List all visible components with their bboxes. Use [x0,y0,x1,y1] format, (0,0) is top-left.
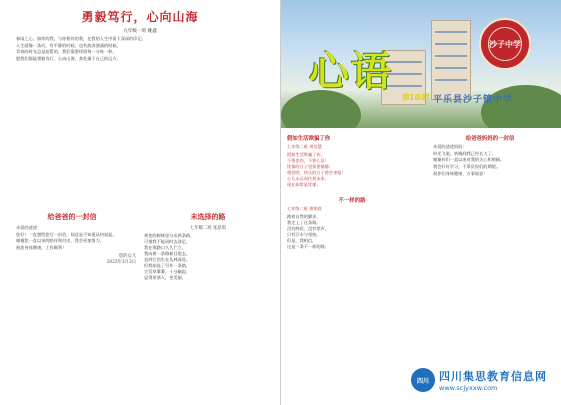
poem-line: 踏着自然的脚步， [287,214,321,219]
poem-line: 这是一条不一样的路。 [287,244,329,249]
signature [8,254,136,266]
paragraph: 愿我们都能勇毅笃行，心向山海，奔赴属于自己的远方。 [16,56,121,62]
magazine-title: 心语 [309,49,393,95]
poems-column [287,132,417,402]
poem-line: 没有鲜花，没有掌声， [287,226,329,231]
paragraph: 谢谢你们一直以来对我的关心和照顾。 [433,157,505,163]
paragraph: 谢谢您一直以来的陪伴和付出，我会更加努力。 [16,238,104,244]
poem-line: 假如生活欺骗了你， [287,152,325,157]
poem-line: 只有汗水与坚持。 [287,232,321,237]
poem-line: 我在那路口久久伫立， [144,245,186,250]
poem-line: 不要悲伤，不要心急！ [287,158,329,163]
paragraph: 春雨之心，如你的我，与你相伴的我，在我的人生中留下深深的印记。 [16,36,146,41]
poem-author: 七年级二班 唐铭欣 [287,206,322,211]
poem-title: 未选择的路 [190,213,226,221]
site-logo-icon: 四川 [411,368,435,392]
poem-lines [287,214,417,250]
paragraph: 人生就像一条河，有平静的时候，也有波涛汹涌的时候。 [16,42,121,48]
building-illustration [431,20,471,100]
paragraph: 我会好好学习，不辜负你们的期望。 [433,164,501,170]
seal-text: 沙子中学 [488,27,522,61]
paragraph: 祝您身体健康，工作顺利！ [16,245,67,251]
byline: 九年级一班 姚鑫 [123,29,157,34]
poem-line: 可惜我不能同时去涉足， [144,239,191,244]
letter-body [8,225,136,252]
site-name: 四川集思教育信息网 [439,370,547,383]
school-seal [479,18,531,70]
paragraph: 时光飞逝，转眼间我已经长大了。 [433,150,496,156]
letter-column [8,210,136,402]
right-columns [287,132,555,402]
poem-line: 显得更诱人，更美丽。 [144,275,186,280]
letter-title: 给爸爸的一封信 [47,213,97,221]
paragraph: 您好！一直想给您写一封信，却总是不知道从何说起。 [16,231,117,237]
poem-lines [287,152,417,188]
letter-body [425,144,555,177]
headline: 勇毅笃行，心向山海 [81,10,199,24]
poem-line: 但我却选了另外一条路， [144,263,191,268]
poem-line: 我走上了这条路。 [287,220,321,225]
poem-author: 七年级二班 周佳慧 [287,144,322,149]
school-name: 平乐县沙子镇中学 [433,95,514,105]
poem-column [144,210,272,402]
site-watermark [407,365,557,395]
poem-line: 心儿永远向往着未来， [287,176,329,181]
poem-line: 但是，我相信， [287,238,317,243]
poem-line: 它荒草萋萋，十分幽寂， [144,269,191,274]
poem-line: 现在却常是忧郁。 [287,182,321,187]
issue-number: 第10期 [401,93,429,102]
poem-author: 七年级二班 张思琪 [190,226,226,231]
paragraph: 青春的时光总是短暂的，我们需要珍惜每一分每一秒。 [16,49,117,55]
poem-line: 相信吧，快乐的日子将会来临！ [287,170,346,175]
poem-line: 我向着一条路极目望去， [144,251,191,256]
signature-name: 您的女儿 [118,253,136,259]
right-page [281,0,561,405]
poem-title: 假如生活欺骗了你 [287,136,331,142]
paragraph: 亲爱的爸爸妈妈： [433,144,467,149]
site-url: www.scjyxxw.com [439,384,498,392]
letter-column [425,132,555,402]
poem-line: 忧郁的日子里须要镇静： [287,164,334,169]
signature-date: 2023年3月2日 [106,259,136,265]
paragraph: 祝你们身体健康，万事如意！ [433,170,488,176]
watermark-text [439,368,547,392]
letter-title: 给爸爸妈妈的一封信 [465,136,515,142]
poem-line: 黄色的树林里分出两条路， [144,233,195,238]
left-columns [8,210,272,402]
cover-banner [281,0,561,128]
poem-lines [144,233,272,281]
paragraph: 亲爱的爸爸： [16,225,42,230]
poem-line: 直到它消失在丛林深处。 [144,257,191,262]
left-page [0,0,280,405]
poem-title: 不一样的路 [338,198,366,204]
article-body [8,36,272,186]
